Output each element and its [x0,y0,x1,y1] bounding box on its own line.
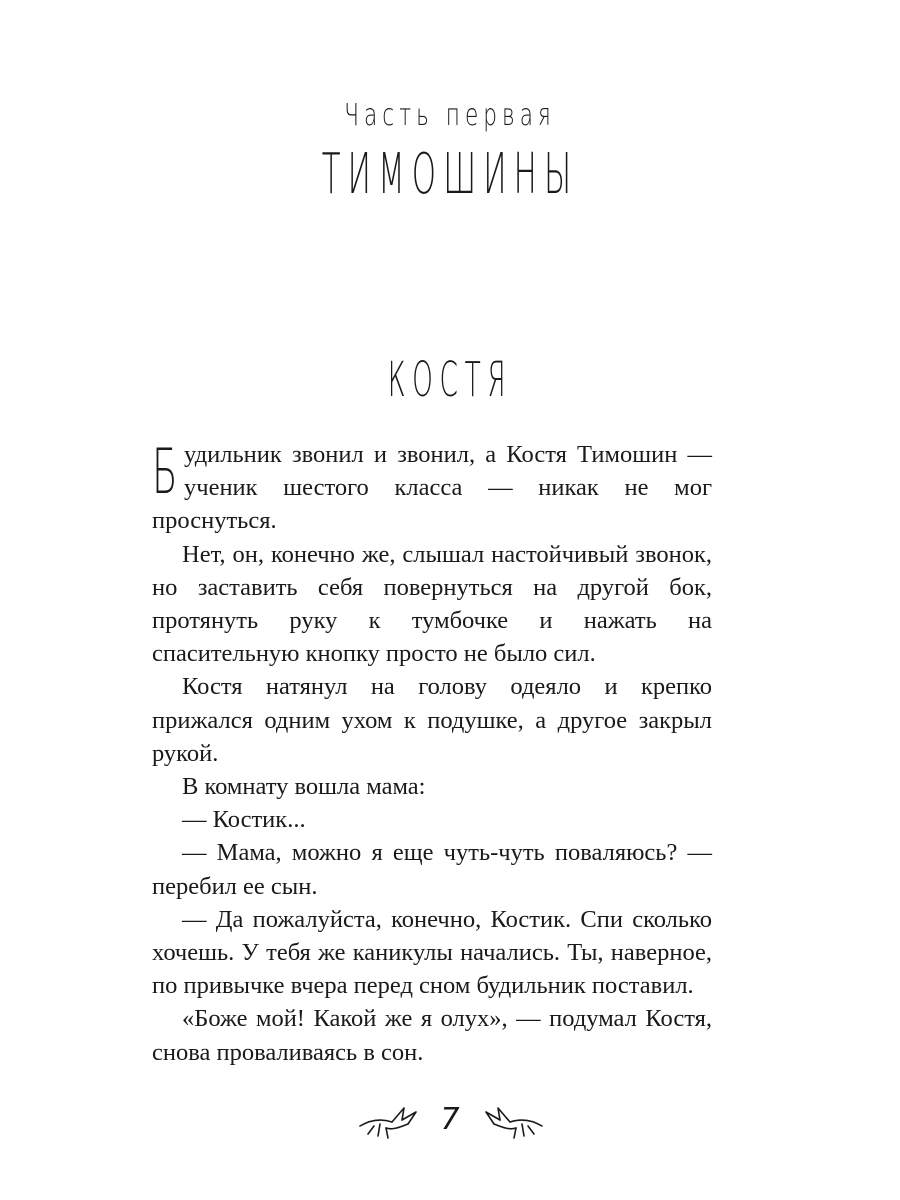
first-paragraph [152,435,712,538]
paragraph: В комнату вошла мама: [182,773,426,801]
paragraph: Нет, он, конечно же, слышал настойчивый звонок, но заставить себя повернуться на другой бок, протянуть руку к тумбочке и нажать на спасительную кнопку просто не было сил. [152,540,712,668]
bird-ornament-icon [464,1104,544,1140]
part-title: ТИМОШИНЫ [321,142,579,207]
first-paragraph-text: удильник звонил и звонил, а Костя Тимошин — ученик шестого класса — никак не мог проснуться. [152,441,712,535]
paragraph: — Да пожалуйста, конечно, Костик. Спи сколько хочешь. У тебя же каникулы начались. Ты, наверное, по привычке вчера перед сном будильник поставил. [152,905,712,1000]
paragraph: — Мама, можно я еще чуть-чуть поваляюсь? — перебил ее сын. [152,839,712,900]
drop-cap: Б [152,435,178,508]
chapter-body [152,435,712,1069]
part-label: Часть первая [344,98,556,133]
paragraph: «Боже мой! Какой же я олух», — подумал Костя, снова проваливаясь в сон. [152,1005,712,1066]
paragraph: — Костик... [182,806,306,834]
paragraph: Костя натянул на голову одеяло и крепко прижался одним ухом к подушке, а другое закрыл рукой. [152,673,712,767]
page-number: 7 [440,1102,460,1137]
page-footer [0,1100,900,1140]
chapter-title: КОСТЯ [387,352,513,408]
